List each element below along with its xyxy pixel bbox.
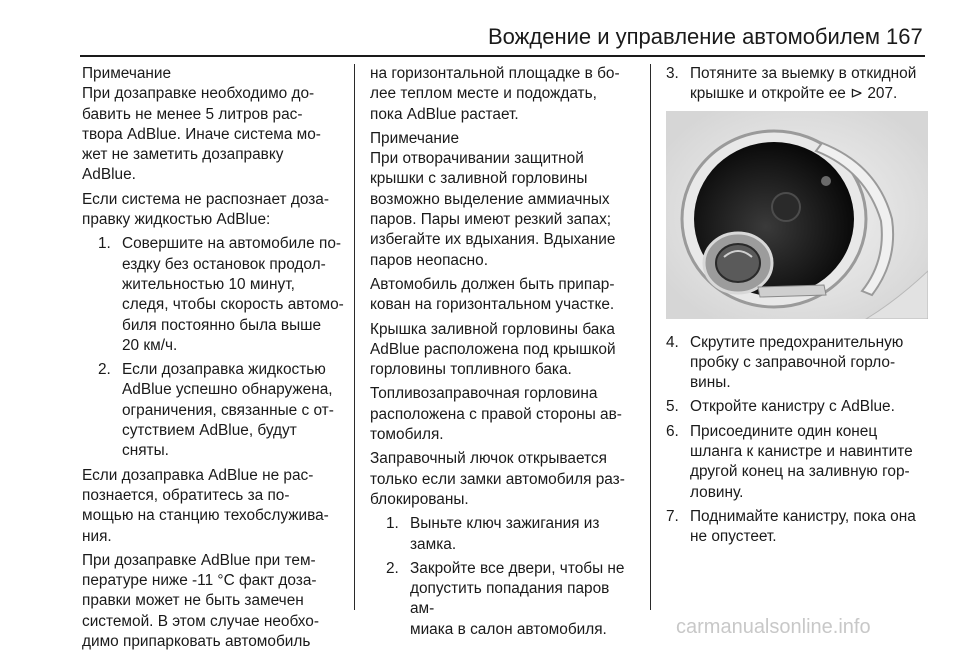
watermark: carmanualsonline.info: [676, 616, 871, 638]
paragraph: Если система не распознает доза- правку жидкостью AdBlue:: [82, 190, 329, 229]
list-item: 5. Откройте канистру с AdBlue.: [666, 398, 895, 416]
step-list: [666, 64, 928, 105]
step-list: [666, 333, 928, 548]
column-1: [82, 64, 344, 656]
list-item: 1. Совершите на автомобиле по- ездку без остановок продол- жительностью 10 минут, следя, чтобы скорость автомо- биля постоянно была выше 20 км/ч.: [98, 235, 344, 354]
step-list: [82, 234, 344, 461]
column-divider: [650, 64, 651, 610]
paragraph: Топливозаправочная горловина расположена с правой стороны ав- томобиля.: [370, 385, 622, 444]
column-2: [370, 64, 636, 644]
paragraph: Заправочный лючок открывается только если замки автомобиля раз- блокированы.: [370, 450, 625, 508]
page-header: [0, 0, 960, 60]
page-reference-link[interactable]: 207.: [867, 85, 898, 103]
note-text: При дозаправке необходимо до- бавить не менее 5 литров рас- твора AdBlue. Иначе система мо- жет не заметить дозаправку AdBlue.: [82, 85, 321, 184]
paragraph: При дозаправке AdBlue при тем- пературе ниже -11 °C факт доза- правки может не быть замечен системой. В этом случае необхо- димо припарковать автомобиль: [82, 551, 319, 651]
fuel-filler-flap-photo: [666, 111, 928, 319]
list-item: 7. Поднимайте канистру, пока она не опустеет.: [666, 507, 916, 546]
list-item: 2. Если дозаправка жидкостью AdBlue успешно обнаружена, ограничения, связанные с от- сутствием AdBlue, будут сняты.: [98, 361, 334, 460]
list-item: 3. Потяните за выемку в откидной крышке и откройте ее ⊳ 207.: [666, 64, 928, 105]
note-heading: Примечание: [370, 129, 460, 147]
paragraph: Крышка заливной горловины бака AdBlue расположена под крышкой горловины топливного бака.: [370, 320, 616, 379]
paragraph: Автомобиль должен быть припар- кован на горизонтальном участке.: [370, 275, 615, 314]
note-text: При отворачивании защитной крышки с заливной горловины возможно выделение аммиачных паров. Пары имеют резкий запах; избегайте их вдыхания. Вдыхание паров неопасно.: [370, 150, 616, 269]
column-3: [666, 64, 928, 552]
header-rule: [80, 55, 925, 57]
step-list: [370, 514, 636, 640]
list-item: 1. Выньте ключ зажигания из замка.: [386, 515, 600, 553]
paragraph: Если дозаправка AdBlue не рас- познается, обратитесь за по- мощью на станцию техобслужива- ния.: [82, 466, 329, 545]
list-item: 4. Скрутите предохранительную пробку с заправочной горло- вины.: [666, 333, 904, 392]
list-item: 6. Присоедините один конец шланга к канистре и навинтите другой конец на заливную гор- ловину.: [666, 422, 913, 501]
paragraph: на горизонтальной площадке в бо- лее теплом месте и подождать, пока AdBlue растает.: [370, 65, 620, 123]
page-reference-arrow-icon: ⊳: [850, 85, 864, 103]
column-divider: [354, 64, 355, 610]
list-item: 2. Закройте все двери, чтобы не допустить попадания паров ам- миака в салон автомобиля.: [386, 559, 625, 638]
note-heading: Примечание: [82, 65, 172, 82]
page-number: 167: [886, 24, 923, 49]
page-title: Вождение и управление автомобилем: [488, 24, 881, 49]
